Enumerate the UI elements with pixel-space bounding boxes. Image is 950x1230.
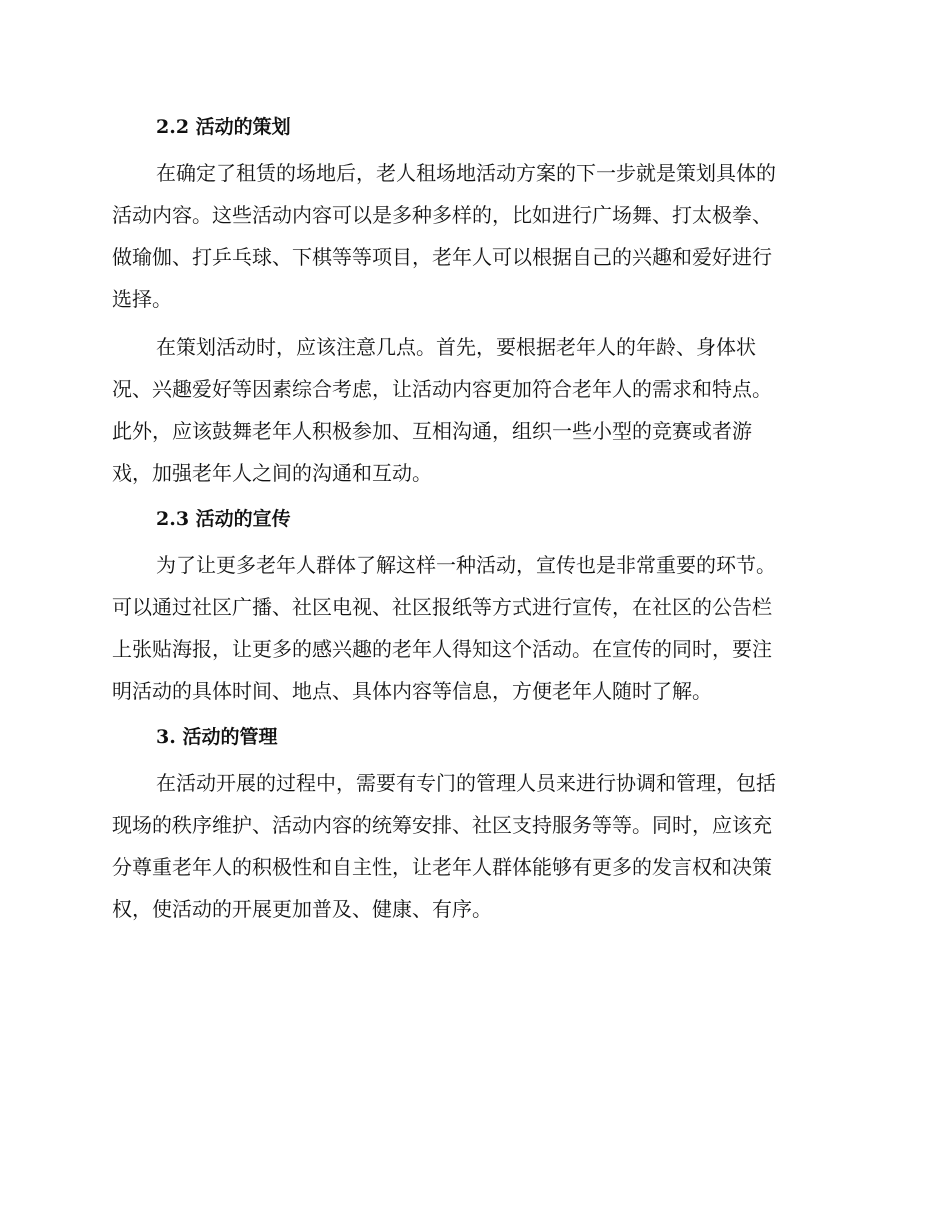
section-heading: 2.2 活动的策划 [156,116,291,138]
paragraph [112,544,832,712]
paragraph-line: 分尊重老年人的积极性和自主性，让老年人群体能够有更多的发言权和决策 [112,855,772,879]
paragraph-line: 明活动的具体时间、地点、具体内容等信息，方便老年人随时了解。 [112,679,712,703]
paragraph-line: 选择。 [112,287,172,311]
paragraph-line: 做瑜伽、打乒乓球、下棋等等项目，老年人可以根据自己的兴趣和爱好进行 [112,245,772,269]
paragraph-line: 上张贴海报，让更多的感兴趣的老年人得知这个活动。在宣传的同时，要注 [112,637,772,661]
paragraph-line: 现场的秩序维护、活动内容的统筹安排、社区支持服务等等。同时，应该充 [112,813,772,837]
paragraph [112,762,832,930]
paragraph-line: 权，使活动的开展更加普及、健康、有序。 [112,897,492,921]
paragraph-line: 况、兴趣爱好等因素综合考虑，让活动内容更加符合老年人的需求和特点。 [112,377,772,401]
paragraph [112,326,832,494]
paragraph-line: 为了让更多老年人群体了解这样一种活动，宣传也是非常重要的环节。 [156,553,776,577]
paragraph [112,152,832,320]
document-page [112,108,832,936]
paragraph-line: 活动内容。这些活动内容可以是多种多样的，比如进行广场舞、打太极拳、 [112,203,772,227]
paragraph-line: 在策划活动时，应该注意几点。首先，要根据老年人的年龄、身体状 [156,335,756,359]
paragraph-line: 在确定了租赁的场地后，老人租场地活动方案的下一步就是策划具体的 [156,161,776,185]
paragraph-line: 在活动开展的过程中，需要有专门的管理人员来进行协调和管理，包括 [156,771,776,795]
section-heading: 3. 活动的管理 [156,726,278,748]
paragraph-line: 戏，加强老年人之间的沟通和互动。 [112,461,432,485]
paragraph-line: 可以通过社区广播、社区电视、社区报纸等方式进行宣传，在社区的公告栏 [112,595,772,619]
section-heading: 2.3 活动的宣传 [156,508,291,530]
paragraph-line: 此外，应该鼓舞老年人积极参加、互相沟通，组织一些小型的竞赛或者游 [112,419,752,443]
